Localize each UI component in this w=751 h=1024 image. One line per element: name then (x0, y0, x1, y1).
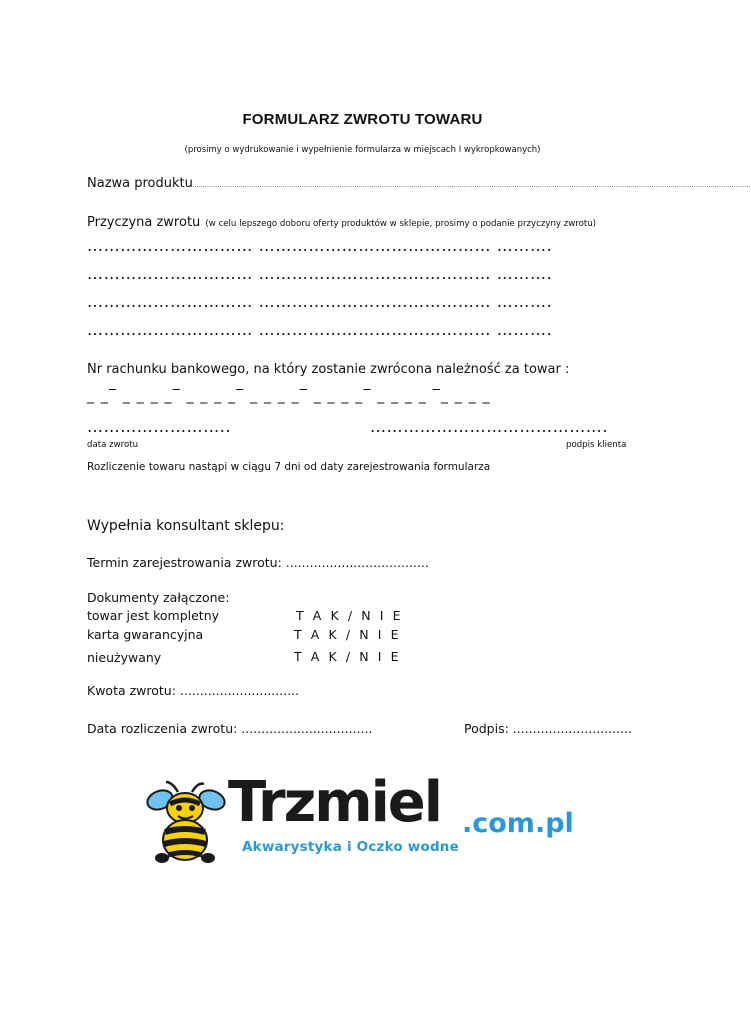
registration-date-field[interactable]: Termin zarejestrowania zwrotu: .................................... (87, 555, 429, 570)
reason-line-4[interactable]: ………………………… …………………………………… ………. (87, 320, 553, 339)
product-name-field[interactable]: ........................................................................................................................................................................................................................................................................... (188, 182, 751, 189)
bank-account-label: Nr rachunku bankowego, na który zostanie zwrócona należność za towar : (87, 362, 570, 377)
consultant-signature-field[interactable]: Podpis: .............................. (464, 721, 632, 736)
warranty-item-yes-no[interactable]: T A K / N I E (294, 627, 402, 642)
logo-domain: .com.pl (462, 808, 574, 839)
reason-line-1[interactable]: ………………………… …………………………………… ………. (87, 236, 553, 255)
bank-account-field[interactable]: _ _‾ _ _ _ _‾ _ _ _ _‾ _ _ _ _‾ _ _ _ _‾ _ _ _ _ ‾_ _ _ _ (87, 388, 491, 404)
client-signature-label: podpis klienta (566, 440, 627, 450)
unused-item-label: nieużywany (87, 650, 162, 665)
bee-mascot-icon (140, 778, 230, 868)
page-title: FORMULARZ ZWROTU TOWARU (242, 111, 483, 128)
reason-line-2[interactable]: ………………………… …………………………………… ………. (87, 264, 553, 283)
page-subtitle: (prosimy o wydrukowanie i wypełnienie formularza w miejscach I wykropkowanych) (184, 145, 541, 155)
refund-amount-field[interactable]: Kwota zwrotu: .............................. (87, 683, 300, 698)
reason-line-3[interactable]: ………………………… …………………………………… ………. (87, 292, 553, 311)
return-reason-note: (w celu lepszego doboru oferty produktów w sklepie, prosimy o podanie przyczyny zwrotu) (205, 219, 597, 229)
documents-heading: Dokumenty załączone: (87, 590, 230, 605)
settlement-date-field[interactable]: Data rozliczenia zwrotu: ................................. (87, 721, 373, 736)
return-reason-label: Przyczyna zwrotu (87, 215, 201, 230)
return-date-field[interactable]: …………………….. (87, 417, 232, 436)
unused-item-yes-no[interactable]: T A K / N I E (294, 649, 402, 664)
complete-item-yes-no[interactable]: T A K / N I E (296, 608, 404, 623)
product-name-label: Nazwa produktu (87, 176, 193, 191)
consultant-heading: Wypełnia konsultant sklepu: (87, 518, 285, 534)
return-date-label: data zwrotu (87, 440, 139, 450)
warranty-item-label: karta gwarancyjna (87, 627, 204, 642)
logo-wordmark: Trzmiel (228, 770, 441, 835)
complete-item-label: towar jest kompletny (87, 608, 220, 623)
logo-tagline: Akwarystyka i Oczko wodne (242, 839, 459, 855)
settlement-note: Rozliczenie towaru nastąpi w ciągu 7 dni od daty zarejestrowania formularza (87, 461, 491, 473)
return-reason-row (87, 211, 596, 230)
client-signature-field[interactable]: ……………………………………. (370, 417, 609, 436)
